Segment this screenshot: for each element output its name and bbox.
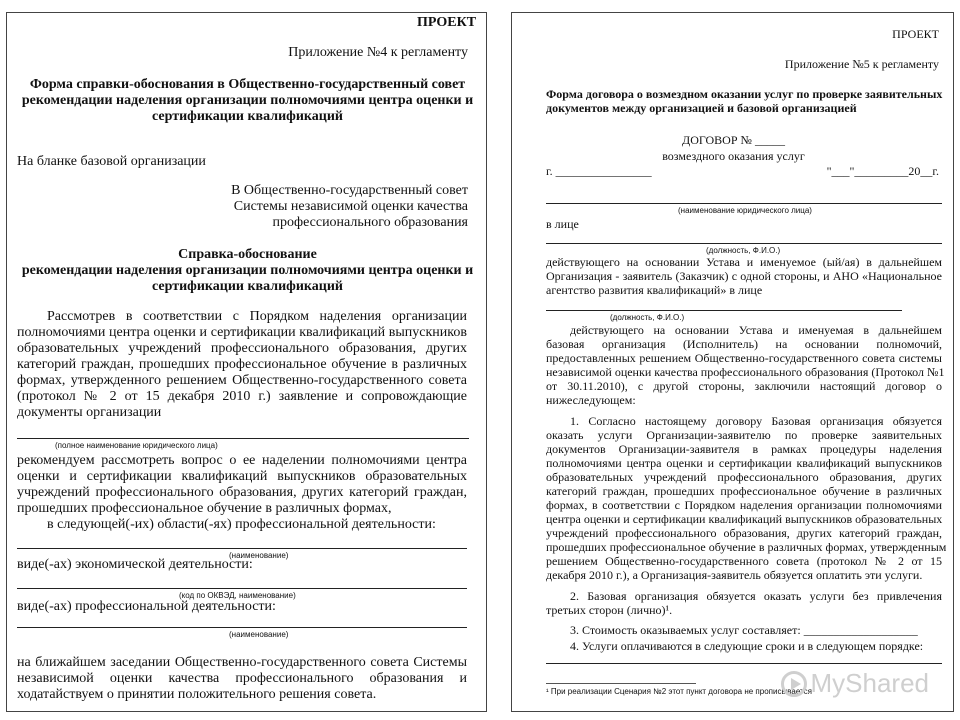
para2-line-2: базовая организация (Исполнитель) на основании полномочий, xyxy=(546,337,942,351)
form-title-line-3: сертификации квалификаций xyxy=(152,109,343,124)
appendix-label: Приложение №5 к регламенту xyxy=(784,57,939,71)
item1-line-10: прошедших профессиональное обучение в различных формах, утвержденным xyxy=(546,540,947,554)
para1-line-4: категорий граждан, прошедших профессиональное обучение в различных xyxy=(17,357,467,372)
blank-note: На бланке базовой организации xyxy=(17,154,206,169)
position-line-2[interactable] xyxy=(546,310,902,311)
appendix-label: Приложение №4 к регламенту xyxy=(288,45,468,60)
professional-line[interactable] xyxy=(17,627,467,628)
area-line[interactable] xyxy=(17,548,467,549)
field-area-label: в следующей(-их) области(-ях) профессиональной деятельности: xyxy=(47,517,436,532)
date-field[interactable]: "___"_________20__г. xyxy=(826,164,939,178)
footnote-separator xyxy=(546,683,696,684)
heading-line-3: сертификации квалификаций xyxy=(152,279,343,294)
para2-line-5: от 30.11.2010), с другой стороны, заключили настоящий договор о xyxy=(546,379,942,393)
item2-line-2: третьих сторон (лично)¹. xyxy=(546,603,673,617)
economic-line[interactable] xyxy=(17,588,467,589)
para1-line-5: формах, утвержденного решением Общественно-государственного совета xyxy=(17,373,467,388)
item4-payment: 4. Услуги оплачиваются в следующие сроки и в следующем порядке: xyxy=(570,639,924,653)
addressee-line-1: В Общественно-государственный совет xyxy=(231,183,468,198)
para1-line-1: действующего на основании Устава и именуемое (ый/ая) в дальнейшем xyxy=(546,255,942,269)
para1-line-2: полномочиями центра оценки и сертификации квалификаций выпускников xyxy=(17,325,467,340)
draft-stamp: ПРОЕКТ xyxy=(892,27,939,41)
final-line-1: на ближайшем заседании Общественно-государственного совета Системы xyxy=(17,655,467,670)
caption-org-name: (полное наименование юридического лица) xyxy=(55,441,218,450)
heading-line-1: Справка-обоснование xyxy=(178,247,317,262)
form-title-line-1: Форма договора о возмездном оказании услуг по проверке заявительных xyxy=(546,87,943,101)
field-economic-label: виде(-ах) экономической деятельности: xyxy=(17,557,253,572)
para2-line-6: нижеследующем: xyxy=(546,393,636,407)
form-title-line-2: рекомендации наделения организации полномочиями центра оценки и xyxy=(21,93,474,108)
para1-line-3: образовательных учреждений профессионального образования, других xyxy=(17,341,467,356)
org-name-line[interactable] xyxy=(17,438,469,439)
left-page xyxy=(6,12,487,712)
item1-line-8: центра оценки и сертификации квалификаций выпускников образовательных xyxy=(546,512,943,526)
addressee-line-2: Системы независимой оценки качества xyxy=(233,199,468,214)
caption-legal-entity: (наименование юридического лица) xyxy=(678,206,812,215)
para2-line-1: рекомендуем рассмотреть вопрос о ее наделении полномочиями центра xyxy=(17,453,467,468)
item2-line-1: 2. Базовая организация обязуется оказать услуги без привлечения xyxy=(570,589,942,603)
item1-line-2: оказать услуги Организации-заявителю по проверке заявительных xyxy=(546,428,942,442)
item1-line-9: учреждений профессионального образования, других категорий граждан, xyxy=(546,526,942,540)
heading-line-2: рекомендации наделения организации полномочиями центра оценки и xyxy=(21,263,474,278)
caption-position-1: (должность, Ф.И.О.) xyxy=(706,246,781,255)
addressee-line-3: профессионального образования xyxy=(272,215,468,230)
form-title-line-2: документов между организацией и базовой организацией xyxy=(546,101,857,115)
item1-line-12: декабря 2010 г.), а Организация-заявитель обязуется оплатить эти услуги. xyxy=(546,568,923,582)
para1-line-6: (протокол № 2 от 15 декабря 2010 г.) заявление и сопровождающие xyxy=(17,389,467,404)
form-title-line-1: Форма справки-обоснования в Общественно-государственный совет xyxy=(29,77,466,92)
field-professional-label: виде(-ах) профессиональной деятельности: xyxy=(17,599,276,614)
caption-name-2: (наименование) xyxy=(229,630,289,639)
para2-line-4: прошедших профессиональное обучение в различных формах, xyxy=(17,501,392,516)
para2-line-4: независимой оценки качества профессионального образования (Протокол №1 xyxy=(546,365,945,379)
item1-line-5: образовательных учреждений профессионального образования, других xyxy=(546,470,942,484)
caption-okved: (код по ОКВЭД, наименование) xyxy=(179,591,296,600)
para2-line-1: действующего на основании Устава и именуемая в дальнейшем xyxy=(570,323,942,337)
in-person-label: в лице xyxy=(546,217,579,231)
city-field[interactable]: г. ________________ xyxy=(546,164,652,178)
final-line-3: ходатайствуем о принятии положительного решения совета. xyxy=(17,687,377,702)
item1-line-3: документов Организации-заявителя в рамках процедуры наделения xyxy=(546,442,942,456)
para2-line-3: предоставленных решением Общественно-государственного совета системы xyxy=(546,351,942,365)
contract-subtitle: возмездного оказания услуг xyxy=(662,149,805,163)
item1-line-7: формах, в соответствии с Порядком наделения организации полномочиями xyxy=(546,498,942,512)
payment-line[interactable] xyxy=(546,663,942,664)
footnote: ¹ При реализации Сценария №2 этот пункт договора не прописывается xyxy=(546,687,812,696)
para1-line-1: Рассмотрев в соответствии с Порядком наделения организации xyxy=(47,309,467,324)
play-icon xyxy=(781,671,807,697)
watermark-text: MyShared xyxy=(810,668,929,698)
item1-line-4: полномочиями центра оценки и сертификации квалификаций выпускников xyxy=(546,456,942,470)
position-line-1[interactable] xyxy=(546,243,942,244)
final-line-2: независимой оценки качества профессионального образования и xyxy=(17,671,467,686)
caption-name-1: (наименование) xyxy=(229,551,289,560)
caption-position-2: (должность, Ф.И.О.) xyxy=(610,313,685,322)
para2-line-2: оценки и сертификации квалификаций выпускников образовательных xyxy=(17,469,467,484)
item1-line-6: категорий граждан, прошедших профессиональное обучение в различных xyxy=(546,484,942,498)
item3-cost: 3. Стоимость оказываемых услуг составляет: ___________________ xyxy=(570,623,918,637)
item1-line-11: решением Общественно-государственного совета (протокол № 2 от 15 xyxy=(546,554,942,568)
para1-line-3: агентство развития квалификаций» в лице xyxy=(546,283,763,297)
item1-line-1: 1. Согласно настоящему договору Базовая организация обязуется xyxy=(570,414,942,428)
legal-entity-line[interactable] xyxy=(546,203,942,204)
contract-title: ДОГОВОР № _____ xyxy=(682,133,785,147)
draft-stamp: ПРОЕКТ xyxy=(417,15,477,30)
watermark xyxy=(781,668,930,699)
right-page xyxy=(511,12,954,712)
para2-line-3: учреждений профессионального образования, других категорий граждан, xyxy=(17,485,467,500)
para1-line-2: Организация - заявитель (Заказчик) с одной стороны, и АНО «Национальное xyxy=(546,269,942,283)
para1-line-7: документы организации xyxy=(17,405,162,420)
